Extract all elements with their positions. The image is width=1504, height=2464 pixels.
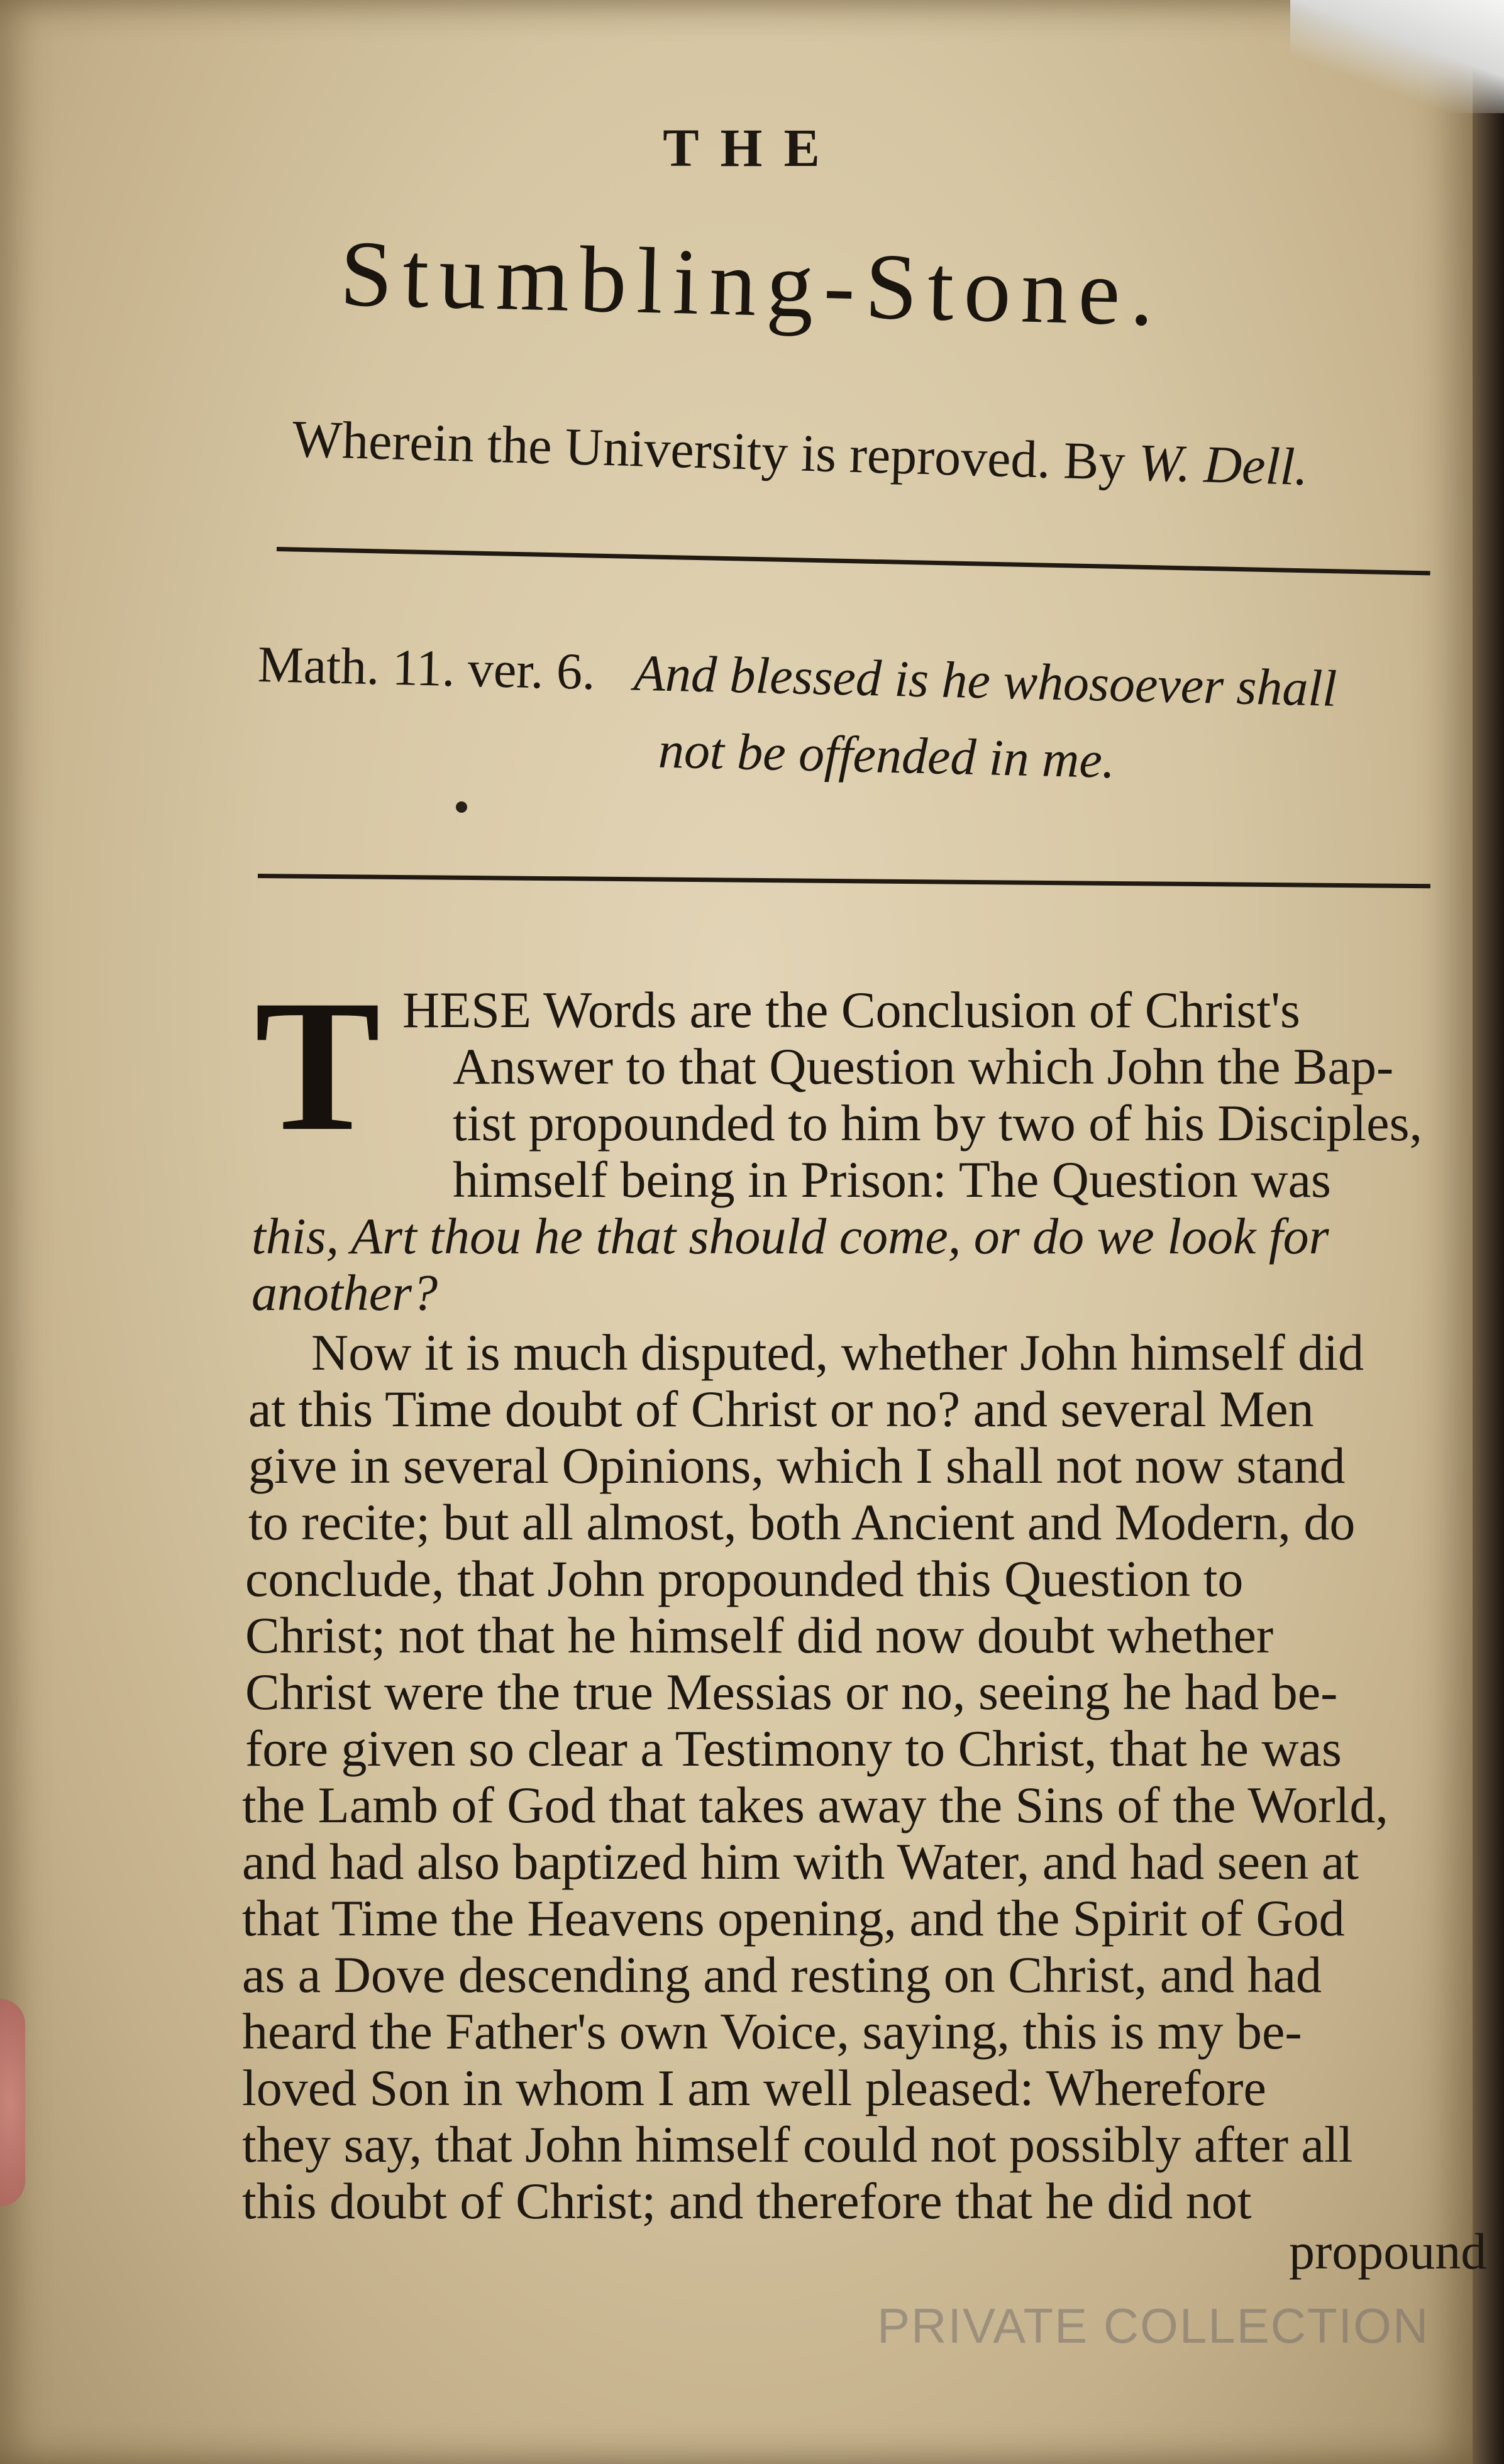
body-line: conclude, that John propounded this Question to: [245, 1550, 1244, 1607]
body-line: fore given so clear a Testimony to Christ, that he was: [245, 1720, 1342, 1777]
epigraph-line-2: not be offended in me.: [658, 721, 1116, 789]
body-line: propound: [1289, 2223, 1487, 2280]
body-line: as a Dove descending and resting on Christ, and had: [242, 1946, 1322, 2003]
body-line: Christ; not that he himself did now doubt whether: [245, 1607, 1274, 1664]
body-line: tist propounded to him by two of his Disciples,: [453, 1094, 1422, 1152]
body-line: and had also baptized him with Water, and had seen at: [242, 1833, 1359, 1890]
subtitle-text: Wherein the University is reproved. By: [291, 410, 1126, 492]
body-line: this, Art thou he that should come, or do we look for: [252, 1207, 1329, 1265]
body-line: himself being in Prison: The Question was: [453, 1151, 1331, 1208]
watermark: PRIVATE COLLECTION: [877, 2298, 1430, 2353]
epigraph-reference: Math. 11. ver. 6.: [257, 635, 596, 701]
epigraph-line-1: And blessed is he whosoever shall: [633, 644, 1338, 717]
body-line: Now it is much disputed, whether John himself did: [311, 1324, 1364, 1381]
body-line: that Time the Heavens opening, and the Spirit of God: [242, 1889, 1345, 1947]
body-line: HESE Words are the Conclusion of Christ's: [402, 981, 1300, 1038]
body-line: to recite; but all almost, both Ancient and Modern, do: [248, 1493, 1356, 1551]
subtitle-author: W. Dell.: [1137, 433, 1309, 497]
body-line: heard the Father's own Voice, saying, this is my be-: [242, 2003, 1302, 2060]
body-line: loved Son in whom I am well pleased: Wherefore: [242, 2059, 1266, 2116]
background-corner: [1290, 0, 1504, 113]
body-line: Answer to that Question which John the Bap-: [453, 1038, 1394, 1095]
body-line: another?: [252, 1264, 438, 1321]
holding-thumb: [0, 1999, 25, 2206]
body-line: this doubt of Christ; and therefore that he did not: [242, 2172, 1252, 2230]
body-line: give in several Opinions, which I shall not now stand: [248, 1437, 1346, 1494]
running-head: THE: [663, 118, 841, 178]
drop-cap: T: [255, 961, 381, 1170]
body-line: Christ were the true Messias or no, seeing he had be-: [245, 1663, 1338, 1720]
page-title: Stumbling-Stone.: [339, 221, 1165, 346]
book-gutter-edge: [1473, 0, 1504, 2464]
body-line: they say, that John himself could not possibly after all: [242, 2116, 1353, 2173]
body-line: at this Time doubt of Christ or no? and several Men: [248, 1380, 1314, 1438]
body-line: the Lamb of God that takes away the Sins of the World,: [242, 1776, 1388, 1834]
ink-spot: [456, 801, 467, 813]
